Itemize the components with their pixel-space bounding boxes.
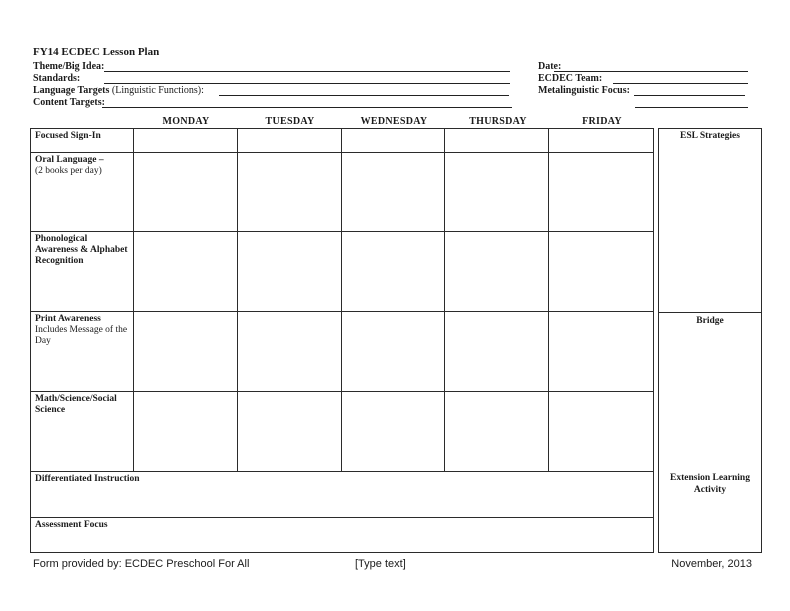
plan-cell-thursday-phonological bbox=[445, 232, 549, 312]
standards-blank-line bbox=[104, 83, 510, 84]
bridge-section bbox=[659, 313, 761, 555]
row-label-oral-language bbox=[31, 153, 134, 232]
plan-cell-wednesday-oral-language bbox=[342, 153, 446, 232]
plan-cell-tuesday-oral-language bbox=[238, 153, 342, 232]
plan-cell-thursday-focused-sign-in bbox=[445, 129, 549, 153]
row-differentiated-instruction bbox=[31, 472, 653, 518]
content-targets-label: Content Targets: bbox=[33, 97, 105, 108]
row-title: Print Awareness bbox=[35, 314, 101, 324]
day-header-wednesday: WEDNESDAY bbox=[360, 116, 428, 127]
plan-cell-wednesday-focused-sign-in bbox=[342, 129, 446, 153]
plan-cell-wednesday-math-science bbox=[342, 392, 446, 472]
plan-cell-wednesday-phonological bbox=[342, 232, 446, 312]
language-targets-blank-line bbox=[219, 95, 509, 96]
date-label: Date: bbox=[538, 61, 562, 72]
row-title: Assessment Focus bbox=[35, 520, 108, 530]
plan-cell-friday-phonological bbox=[549, 232, 653, 312]
day-header-row bbox=[134, 116, 654, 127]
plan-cell-friday-math-science bbox=[549, 392, 653, 472]
ecdec-team-blank-line bbox=[613, 83, 748, 84]
footer-date-text: November, 2013 bbox=[671, 558, 752, 570]
plan-cell-tuesday-print-awareness bbox=[238, 312, 342, 392]
date-blank-line bbox=[554, 71, 748, 72]
plan-cell-thursday-oral-language bbox=[445, 153, 549, 232]
day-header-monday: MONDAY bbox=[162, 116, 210, 127]
row-subtitle: (2 books per day) bbox=[35, 166, 102, 177]
row-title: Math/Science/Social Science bbox=[35, 394, 117, 416]
row-title: Oral Language – bbox=[35, 155, 104, 165]
day-header-tuesday: TUESDAY bbox=[265, 116, 315, 127]
day-header-thursday: THURSDAY bbox=[469, 116, 527, 127]
theme-big-idea-blank-line bbox=[104, 71, 510, 72]
metalinguistic-focus-label: Metalinguistic Focus: bbox=[538, 85, 630, 96]
row-title: Differentiated Instruction bbox=[35, 474, 140, 484]
content-targets-blank-line bbox=[102, 107, 512, 108]
row-title: Phonological Awareness & Alphabet Recognition bbox=[35, 234, 128, 267]
row-title: Focused Sign-In bbox=[35, 131, 101, 141]
row-label-print-awareness bbox=[31, 312, 134, 392]
row-assessment-focus bbox=[31, 518, 653, 552]
plan-cell-friday-oral-language bbox=[549, 153, 653, 232]
plan-cell-tuesday-math-science bbox=[238, 392, 342, 472]
plan-cell-monday-focused-sign-in bbox=[134, 129, 238, 153]
language-targets-parenthetical: (Linguistic Functions): bbox=[109, 85, 204, 96]
plan-cell-monday-oral-language bbox=[134, 153, 238, 232]
metalinguistic-focus-blank-line bbox=[634, 95, 745, 96]
standards-label: Standards: bbox=[33, 73, 81, 84]
plan-cell-wednesday-print-awareness bbox=[342, 312, 446, 392]
lesson-plan-table bbox=[30, 128, 654, 553]
plan-cell-monday-math-science bbox=[134, 392, 238, 472]
document-title: FY14 ECDEC Lesson Plan bbox=[33, 46, 160, 58]
row-label-phonological-awareness bbox=[31, 232, 134, 312]
plan-cell-thursday-print-awareness bbox=[445, 312, 549, 392]
side-panel bbox=[658, 128, 762, 553]
plan-cell-friday-print-awareness bbox=[549, 312, 653, 392]
bridge-label: Bridge bbox=[696, 316, 724, 326]
footer-provider-text: Form provided by: ECDEC Preschool For All bbox=[33, 558, 250, 570]
plan-cell-monday-print-awareness bbox=[134, 312, 238, 392]
ecdec-team-label: ECDEC Team: bbox=[538, 73, 603, 84]
footer-type-text-placeholder: [Type text] bbox=[355, 558, 406, 570]
row-subtitle: Includes Message of the Day bbox=[35, 325, 128, 347]
plan-cell-tuesday-phonological bbox=[238, 232, 342, 312]
theme-big-idea-label: Theme/Big Idea: bbox=[33, 61, 105, 72]
esl-strategies-section: ESL Strategies bbox=[659, 129, 761, 313]
plan-cell-tuesday-focused-sign-in bbox=[238, 129, 342, 153]
row-label-focused-sign-in bbox=[31, 129, 134, 153]
language-targets-label: Language Targets (Linguistic Functions): bbox=[33, 85, 204, 96]
extension-learning-activity-label: Extension Learning Activity bbox=[670, 473, 750, 495]
day-header-friday: FRIDAY bbox=[582, 116, 622, 127]
row-label-math-science-social bbox=[31, 392, 134, 472]
metalinguistic-focus-blank-line-2 bbox=[635, 107, 748, 108]
plan-cell-friday-focused-sign-in bbox=[549, 129, 653, 153]
plan-cell-monday-phonological bbox=[134, 232, 238, 312]
plan-cell-thursday-math-science bbox=[445, 392, 549, 472]
